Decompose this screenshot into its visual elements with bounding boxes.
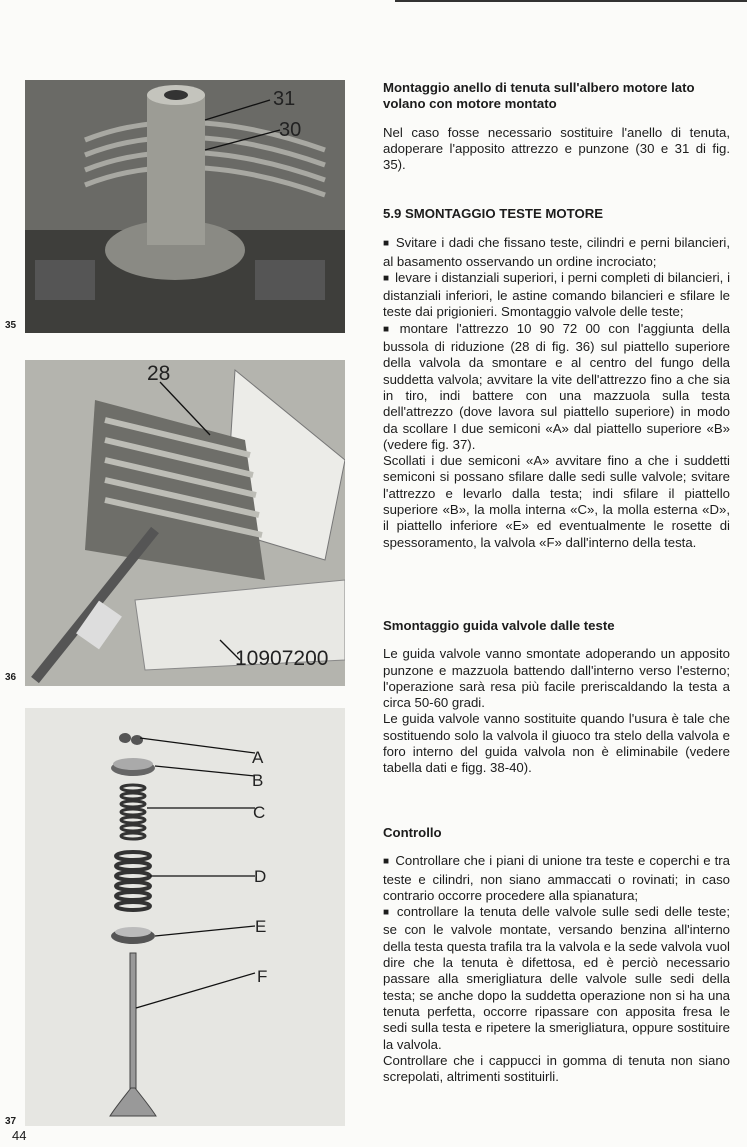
figure-number: 37 [5,1116,17,1127]
section-valve-guide-removal [383,618,730,777]
paragraph: Scollati i due semiconi «A» avvitare fino a che i suddetti semiconi si possano sfilare dalle sedi sulle valvole; svitare l'attrezzo e levarlo dalla testa; indi sfilare il piattello superiore «B», la molla interna «C», la molla esterna «D», il piattello inferiore «E» ed eventualmente le rosette di spessoramento, la valvola «F» dall'interno della testa. [383,453,730,550]
callout-F: F [257,967,268,986]
paragraph: Le guida valvole vanno smontate adoperando un apposito punzone e mazzuola battendo dall'interno verso l'esterno; l'operazione sarà resa più facile preriscaldando la testa a circa 50-60 gradi. [383,646,730,711]
callout-C: C [253,803,266,822]
valve-exploded-drawing [25,708,345,1126]
bullet-item: ■ montare l'attrezzo 10 90 72 00 con l'aggiunta della bussola di riduzione (28 di fig. 36) sul piattello superiore della valvola da smontare e al centro del fungo della suddetta valvola; avvitare la vite dell'attrezzo fino a che sia in tiro, indi battere con una mazzuola sulla testa dell'attrezzo (dove lavora sul piattello superiore) in modo da scollare I due semiconi «A» dal piattello superiore «B» (vedere fig. 37). [383,321,730,453]
section-inspection [383,825,730,1085]
callout-31: 31 [273,88,296,110]
lower-plate-icon [111,927,155,944]
callout-10907200: 10907200 [235,647,329,670]
figure-number: 36 [5,672,17,683]
bullet-item: ■ Controllare che i piani di unione tra teste e coperchi e tra teste e cilindri, non siano ammaccati o rovinati; in caso contrario occorre procedere alla spianatura; [383,853,730,904]
bullet-item: ■ levare i distanziali superiori, i perni completi di bilancieri, i distanziali inferiori, le astine comando bilancieri e sfilare le teste dai prigionieri. Smontaggio valvole delle teste; [383,270,730,321]
section-heading: 5.9 SMONTAGGIO TESTE MOTORE [383,206,604,221]
bullet-item: ■ controllare la tenuta delle valvole sulle sedi delle teste; se con le valvole montate, versando benzina all'interno della testa questa trafila tra la valvola e la sede valvola vuol dire che la tenuta è difettosa, ed è perciò necessario passare alla smerigliatura delle valvole sulle sedi della testa; se anche dopo la suddetta operazione non si ha una tenuta perfetta, occorre ripassare con apposita fresa le sedi sulla testa e ripetere la smerigliatura, oppure sostituire la valvola. [383,904,730,1053]
figure-36-photo [25,360,345,686]
figure-number: 35 [5,320,17,331]
upper-plate-icon [111,758,155,776]
section-heading: Controllo [383,825,442,840]
callout-A: A [252,748,264,767]
top-rule [395,0,747,2]
bullet-item: ■ Svitare i dadi che fissano teste, cilindri e perni bilancieri, al basamento osservando un ordine incrociato; [383,235,730,270]
callout-D: D [254,867,267,886]
figure-37-exploded-view [25,708,345,1126]
crankcase-photo [25,80,345,333]
section-seal-mounting [383,80,730,173]
valve-tool-photo [25,360,345,686]
section-heading: Montaggio anello di tenuta sull'albero motore lato volano con motore montato [383,80,695,112]
page-number: 44 [12,1128,27,1143]
section-heading: Smontaggio guida valvole dalle teste [383,618,615,633]
figure-35-photo [25,80,345,333]
paragraph: Nel caso fosse necessario sostituire l'anello di tenuta, adoperare l'apposito attrezzo e punzone (30 e 31 di fig. 35). [383,124,730,173]
paragraph: Controllare che i cappucci in gomma di tenuta non siano screpolati, altrimenti sostituirli. [383,1052,730,1085]
callout-28: 28 [147,362,171,385]
paragraph: Le guida valvole vanno sostituite quando l'usura è tale che sostituendo solo la valvola il giuoco tra stelo della valvola e foro interno del guida valvola non è eliminabile (vedere tabella dati e figg. 38-40). [383,711,730,776]
outer-spring-icon [116,852,150,910]
callout-B: B [252,771,264,790]
section-head-removal [383,206,730,551]
callout-E: E [255,917,267,936]
callout-30: 30 [279,119,302,141]
